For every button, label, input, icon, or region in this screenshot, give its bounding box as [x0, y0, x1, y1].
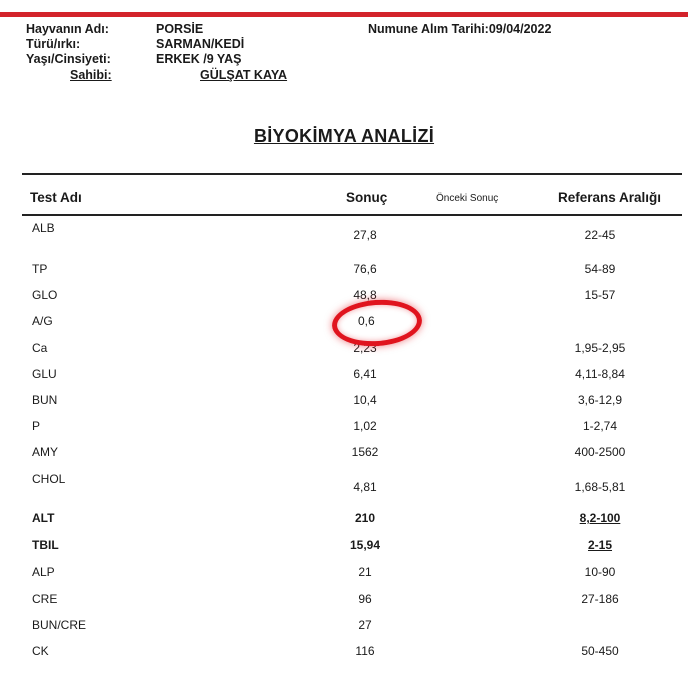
reference-range: 2-15: [587, 538, 613, 552]
table-top-rule: [22, 173, 682, 175]
owner-label: Sahibi:: [70, 68, 112, 82]
reference-range: 1,95-2,95: [574, 341, 626, 355]
test-name: P: [32, 419, 41, 433]
test-name: GLU: [32, 367, 57, 381]
test-name: ALB: [32, 221, 55, 235]
age-sex-value: ERKEK /9 YAŞ: [156, 52, 242, 66]
test-result: 4,81: [353, 480, 377, 494]
reference-range: 22-45: [584, 228, 616, 242]
test-result: 6,41: [353, 367, 377, 381]
test-result: 21: [358, 565, 372, 579]
reference-range: 4,11-8,84: [575, 367, 625, 381]
test-name: GLO: [32, 288, 58, 302]
breed-value: SARMAN/KEDİ: [156, 37, 245, 51]
test-name: AMY: [32, 445, 59, 459]
reference-range: 15-57: [584, 288, 616, 302]
page-title: BİYOKİMYA ANALİZİ: [253, 126, 435, 146]
sample-date: Numune Alım Tarihi:09/04/2022: [368, 22, 552, 36]
test-name: BUN/CRE: [32, 618, 87, 632]
test-name: TP: [32, 262, 48, 276]
table-header-rule: [22, 214, 682, 216]
reference-range: 3,6-12,9: [577, 393, 623, 407]
reference-range: 54-89: [584, 262, 616, 276]
test-name: CHOL: [32, 472, 66, 486]
test-name: Ca: [32, 341, 48, 355]
test-result: 76,6: [353, 262, 377, 276]
test-result: 27,8: [353, 228, 377, 242]
test-result: 2,23: [353, 341, 377, 355]
test-result: 0,6: [358, 314, 375, 328]
test-result: 116: [355, 644, 375, 658]
reference-range: 27-186: [581, 592, 619, 606]
reference-range: 1,68-5,81: [574, 480, 626, 494]
test-result: 48,8: [353, 288, 377, 302]
test-result: 15,94: [349, 538, 381, 552]
test-result: 27: [358, 618, 372, 632]
test-name: ALP: [32, 565, 55, 579]
test-name: BUN: [32, 393, 58, 407]
test-result: 10,4: [353, 393, 377, 407]
test-name: CRE: [32, 592, 58, 606]
owner-value: GÜLŞAT KAYA: [200, 68, 288, 82]
column-header-reference: Referans Aralığı: [558, 190, 662, 205]
breed-label: Türü/ırkı:: [26, 37, 81, 51]
column-header-test: Test Adı: [30, 190, 82, 205]
test-result: 1562: [351, 445, 379, 459]
test-name: CK: [32, 644, 49, 658]
test-name: TBIL: [32, 538, 59, 552]
reference-range: 8,2-100: [579, 511, 621, 525]
reference-range: 400-2500: [574, 445, 626, 459]
reference-range: 1-2,74: [582, 419, 618, 433]
test-result: 210: [354, 511, 376, 525]
reference-range: 50-450: [581, 644, 619, 658]
top-red-bar: [0, 12, 688, 17]
test-name: A/G: [32, 314, 53, 328]
test-result: 1,02: [353, 419, 377, 433]
column-header-result: Sonuç: [346, 190, 388, 205]
test-result: 96: [358, 592, 372, 606]
reference-range: 10-90: [584, 565, 616, 579]
age-sex-label: Yaşı/Cinsiyeti:: [26, 52, 111, 66]
animal-name-value: PORSİE: [156, 22, 204, 36]
animal-name-label: Hayvanın Adı:: [26, 22, 109, 36]
column-header-previous: Önceki Sonuç: [436, 193, 499, 204]
test-name: ALT: [32, 511, 55, 525]
